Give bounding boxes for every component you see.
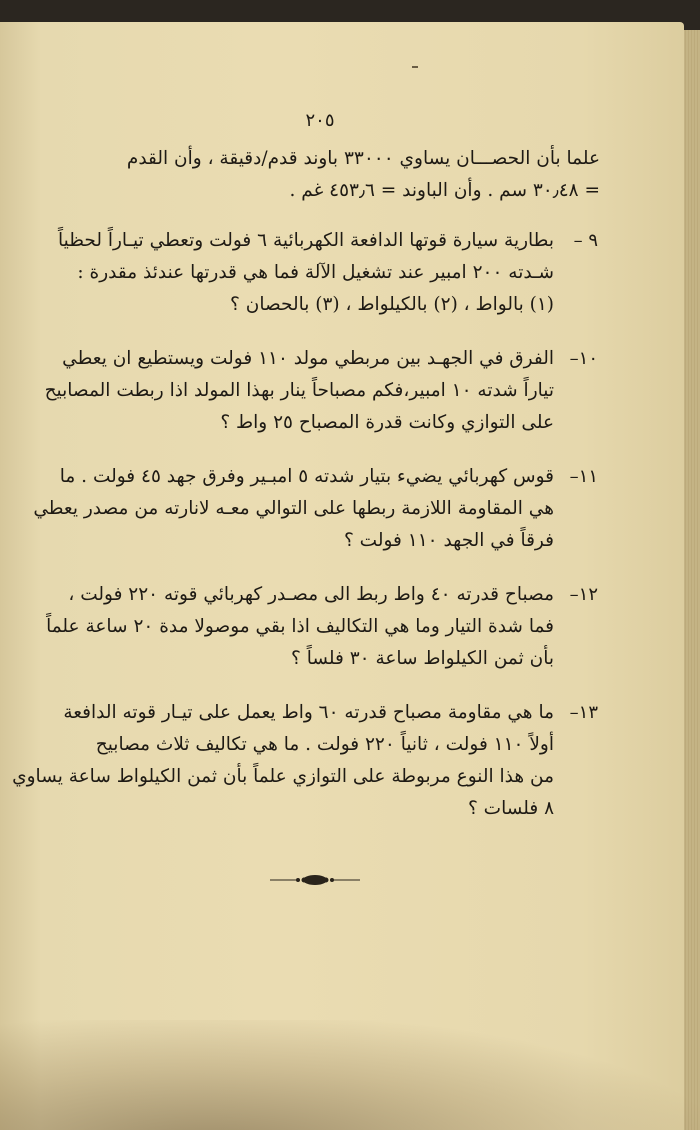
- print-mark: [412, 66, 418, 68]
- problem-number: ١١–: [569, 466, 598, 487]
- problem-line: بطارية سيارة قوتها الدافعة الكهربائية ٦ فولت وتعطي تيـاراً لحظياً: [57, 230, 554, 251]
- page-text: [12, 110, 600, 847]
- problem-line: على التوازي وكانت قدرة المصباح ٢٥ واط ؟: [220, 412, 554, 433]
- problem-line: من هذا النوع مربوطة على التوازي علماً بأن ثمن الكيلواط ساعة يساوي: [12, 766, 554, 787]
- problem-line: فرقاً في الجهد ١١٠ فولت ؟: [343, 530, 554, 551]
- problem-11: [33, 461, 600, 557]
- problem-line: تياراً شدته ١٠ امبير،فكم مصباحاً ينار بهذا المولد اذا ربطت المصابيح: [44, 380, 554, 401]
- problem-number: ٩ –: [573, 230, 598, 251]
- problem-10: [40, 343, 600, 439]
- problem-line: شـدته ٢٠٠ امبير عند تشغيل الآلة فما هي قدرتها عندئذ مقدرة :: [77, 262, 554, 283]
- page-fore-edge: [684, 30, 700, 1130]
- problem-line: فما شدة التيار وما هي التكاليف اذا بقي موصولا مدة ٢٠ ساعة علماً: [46, 616, 554, 637]
- problem-number: ١٠–: [569, 348, 598, 369]
- problem-line: ٨ فلسات ؟: [467, 798, 554, 819]
- intro-line: = ٣٠٫٤٨ سم . وأن الباوند = ٤٥٣٫٦ غم .: [289, 180, 600, 201]
- problem-line: بأن ثمن الكيلواط ساعة ٣٠ فلساً ؟: [291, 648, 554, 669]
- end-ornament-icon: [270, 873, 360, 887]
- intro-line: علما بأن الحصـــان يساوي ٣٣٠٠٠ باوند قدم/دقيقة ، وأن القدم: [126, 148, 600, 169]
- problem-line: ما هي مقاومة مصباح قدرته ٦٠ واط يعمل على تيـار قوته الدافعة: [63, 702, 554, 723]
- intro-paragraph: [40, 143, 600, 207]
- problem-9: [40, 225, 600, 321]
- problem-number: ١٢–: [569, 584, 598, 605]
- problem-number: ١٣–: [569, 702, 598, 723]
- problem-line: الفرق في الجهـد بين مربطي مولد ١١٠ فولت ويستطيع ان يعطي: [62, 348, 554, 369]
- problem-line: (١) بالواط ، (٢) بالكيلواط ، (٣) بالحصان ؟: [230, 294, 554, 315]
- water-stain: [0, 1020, 700, 1130]
- problem-12: [40, 579, 600, 675]
- problem-line: هي المقاومة اللازمة ربطها على التوالي معـه لانارته من مصدر يعطي: [33, 498, 554, 519]
- problem-line: مصباح قدرته ٤٠ واط ربط الى مصـدر كهربائي قوته ٢٢٠ فولت ،: [68, 584, 554, 605]
- problem-line: قوس كهربائي يضيء بتيار شدته ٥ امبـير وفرق جهد ٤٥ فولت . ما: [59, 466, 554, 487]
- page-number: ٢٠٥: [305, 110, 335, 131]
- problem-13: [12, 697, 600, 825]
- problem-line: أولاً ١١٠ فولت ، ثانياً ٢٢٠ فولت . ما هي تكاليف ثلاث مصابيح: [95, 734, 554, 755]
